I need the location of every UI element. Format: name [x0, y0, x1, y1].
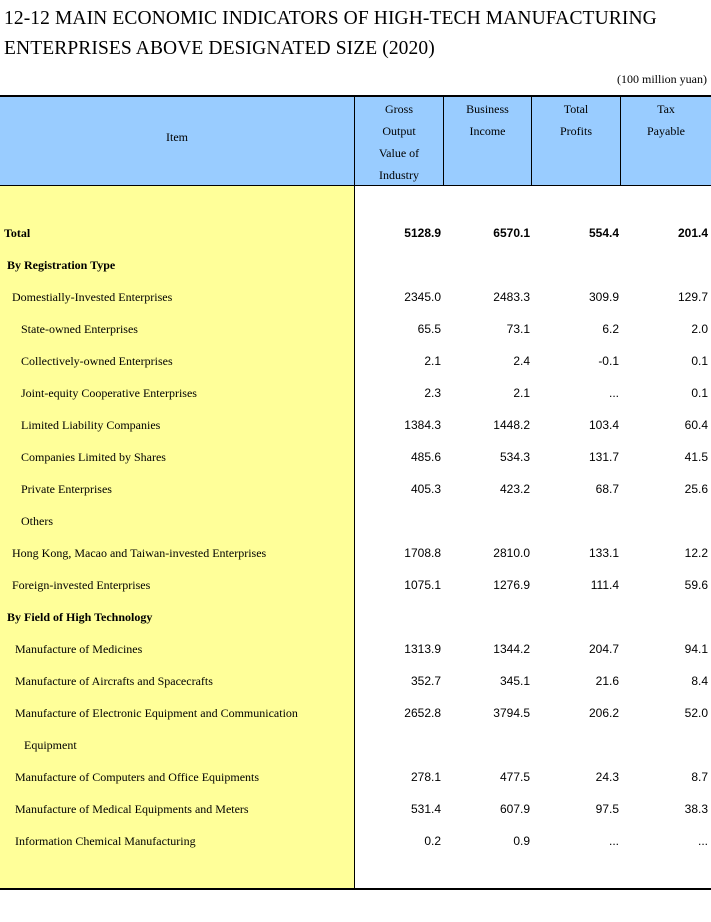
cell-business-income: 6570.1 [493, 226, 530, 240]
cell-gross-output: 1384.3 [404, 418, 441, 432]
cell-total-profits: ... [608, 834, 619, 848]
cell-total-profits: ... [608, 386, 619, 400]
top-rule [0, 95, 711, 97]
row-label: Foreign-invested Enterprises [12, 578, 151, 592]
cell-total-profits: 103.4 [588, 418, 619, 432]
header-gross-output [355, 98, 443, 186]
cell-tax-payable: ... [697, 834, 708, 848]
cell-business-income: 2.4 [513, 354, 530, 368]
section-label: By Registration Type [7, 258, 116, 272]
cell-tax-payable: 8.4 [691, 674, 708, 688]
table-title-line2: ENTERPRISES ABOVE DESIGNATED SIZE (2020) [4, 38, 435, 59]
cell-total-profits: 309.9 [588, 290, 619, 304]
header-business-income-line: Business [466, 102, 509, 116]
table-row [0, 697, 711, 729]
row-label: Total [4, 226, 31, 240]
cell-gross-output: 1313.9 [404, 642, 441, 656]
header-item: Item [166, 130, 188, 144]
cell-total-profits: 97.5 [595, 802, 619, 816]
cell-gross-output: 531.4 [410, 802, 441, 816]
cell-total-profits: 6.2 [602, 322, 619, 336]
header-business-income-line: Income [469, 124, 506, 138]
table-row [0, 601, 711, 633]
cell-total-profits: 111.4 [590, 578, 619, 592]
header-total-profits-line: Profits [559, 124, 592, 138]
table-row [0, 345, 711, 377]
cell-gross-output: 5128.9 [404, 226, 441, 240]
row-label: Others [21, 514, 53, 528]
cell-business-income: 534.3 [499, 450, 530, 464]
table-row [0, 313, 711, 345]
cell-gross-output: 1708.8 [404, 546, 441, 560]
cell-business-income: 423.2 [499, 482, 530, 496]
cell-tax-payable: 52.0 [684, 706, 708, 720]
table-row [0, 825, 711, 857]
cell-tax-payable: 201.4 [677, 226, 708, 240]
cell-total-profits: 204.7 [588, 642, 619, 656]
table-row [0, 377, 711, 409]
cell-gross-output: 352.7 [410, 674, 441, 688]
table-row [0, 505, 711, 537]
cell-tax-payable: 8.7 [691, 770, 708, 784]
row-label: Manufacture of Electronic Equipment and Communication [15, 706, 298, 720]
row-label: Manufacture of Medical Equipments and Meters [15, 802, 249, 816]
header-total-profits [532, 98, 620, 142]
cell-business-income: 2.1 [513, 386, 530, 400]
cell-tax-payable: 0.1 [691, 386, 708, 400]
row-label: Companies Limited by Shares [21, 450, 166, 464]
table-row [0, 633, 711, 665]
row-label: Domestially-Invested Enterprises [12, 290, 173, 304]
cell-tax-payable: 60.4 [684, 418, 708, 432]
cell-gross-output: 2345.0 [404, 290, 441, 304]
row-label: Hong Kong, Macao and Taiwan-invested Enterprises [12, 546, 267, 560]
cell-tax-payable: 12.2 [684, 546, 708, 560]
cell-gross-output: 405.3 [410, 482, 441, 496]
row-label: Manufacture of Computers and Office Equipments [15, 770, 260, 784]
cell-total-profits: 24.3 [595, 770, 619, 784]
header-total-profits-line: Total [563, 102, 589, 116]
cell-tax-payable: 59.6 [684, 578, 708, 592]
table-title [4, 4, 709, 64]
table-row [0, 761, 711, 793]
header-tax-payable-line: Payable [647, 124, 685, 138]
cell-business-income: 0.9 [513, 834, 530, 848]
table-row [0, 665, 711, 697]
row-label: Manufacture of Medicines [15, 642, 143, 656]
unit-note: (100 million yuan) [617, 72, 707, 86]
cell-business-income: 477.5 [499, 770, 530, 784]
cell-total-profits: -0.1 [598, 354, 619, 368]
cell-business-income: 73.1 [506, 322, 530, 336]
section-label: By Field of High Technology [7, 610, 153, 624]
table-row [0, 793, 711, 825]
cell-business-income: 3794.5 [493, 706, 530, 720]
header-gross-output-line: Gross [384, 102, 413, 116]
table-title-line1: 12-12 MAIN ECONOMIC INDICATORS OF HIGH-TECH MANUFACTURING [4, 8, 657, 29]
table-row [0, 249, 711, 281]
cell-gross-output: 0.2 [424, 834, 441, 848]
cell-business-income: 1276.9 [493, 578, 530, 592]
row-label: State-owned Enterprises [21, 322, 138, 336]
cell-tax-payable: 38.3 [684, 802, 708, 816]
cell-gross-output: 278.1 [410, 770, 441, 784]
row-label: Limited Liability Companies [21, 418, 161, 432]
cell-business-income: 1448.2 [493, 418, 530, 432]
table-row [0, 281, 711, 313]
cell-tax-payable: 94.1 [684, 642, 708, 656]
row-label: Information Chemical Manufacturing [15, 834, 196, 848]
cell-business-income: 2483.3 [493, 290, 530, 304]
cell-tax-payable: 2.0 [691, 322, 708, 336]
cell-total-profits: 133.1 [588, 546, 619, 560]
row-label: Collectively-owned Enterprises [21, 354, 173, 368]
cell-gross-output: 2.3 [424, 386, 441, 400]
row-label-continuation: Equipment [24, 738, 77, 752]
cell-tax-payable: 0.1 [691, 354, 708, 368]
header-tax-payable-line: Tax [657, 102, 675, 116]
cell-total-profits: 21.6 [595, 674, 619, 688]
header-tax-payable [621, 98, 711, 142]
cell-business-income: 2810.0 [493, 546, 530, 560]
table-row [0, 537, 711, 569]
table-row [0, 473, 711, 505]
row-label: Private Enterprises [21, 482, 112, 496]
row-label: Joint-equity Cooperative Enterprises [21, 386, 197, 400]
cell-tax-payable: 129.7 [677, 290, 708, 304]
cell-gross-output: 65.5 [417, 322, 441, 336]
bottom-rule [0, 888, 711, 890]
cell-gross-output: 2652.8 [404, 706, 441, 720]
cell-total-profits: 554.4 [588, 226, 619, 240]
table-row [0, 217, 711, 249]
table-row [0, 729, 711, 761]
cell-tax-payable: 41.5 [684, 450, 708, 464]
table-row [0, 409, 711, 441]
cell-business-income: 345.1 [499, 674, 530, 688]
cell-gross-output: 485.6 [410, 450, 441, 464]
header-gross-output-line: Output [382, 124, 416, 138]
row-label: Manufacture of Aircrafts and Spacecrafts [15, 674, 213, 688]
header-business-income [444, 98, 531, 142]
table-row [0, 441, 711, 473]
table-row [0, 569, 711, 601]
cell-total-profits: 68.7 [595, 482, 619, 496]
cell-total-profits: 131.7 [588, 450, 619, 464]
header-gross-output-line: Industry [379, 168, 419, 182]
cell-gross-output: 1075.1 [404, 578, 441, 592]
cell-total-profits: 206.2 [588, 706, 619, 720]
cell-tax-payable: 25.6 [684, 482, 708, 496]
header-gross-output-line: Value of [378, 146, 420, 160]
cell-business-income: 607.9 [499, 802, 530, 816]
cell-gross-output: 2.1 [424, 354, 441, 368]
cell-business-income: 1344.2 [493, 642, 530, 656]
